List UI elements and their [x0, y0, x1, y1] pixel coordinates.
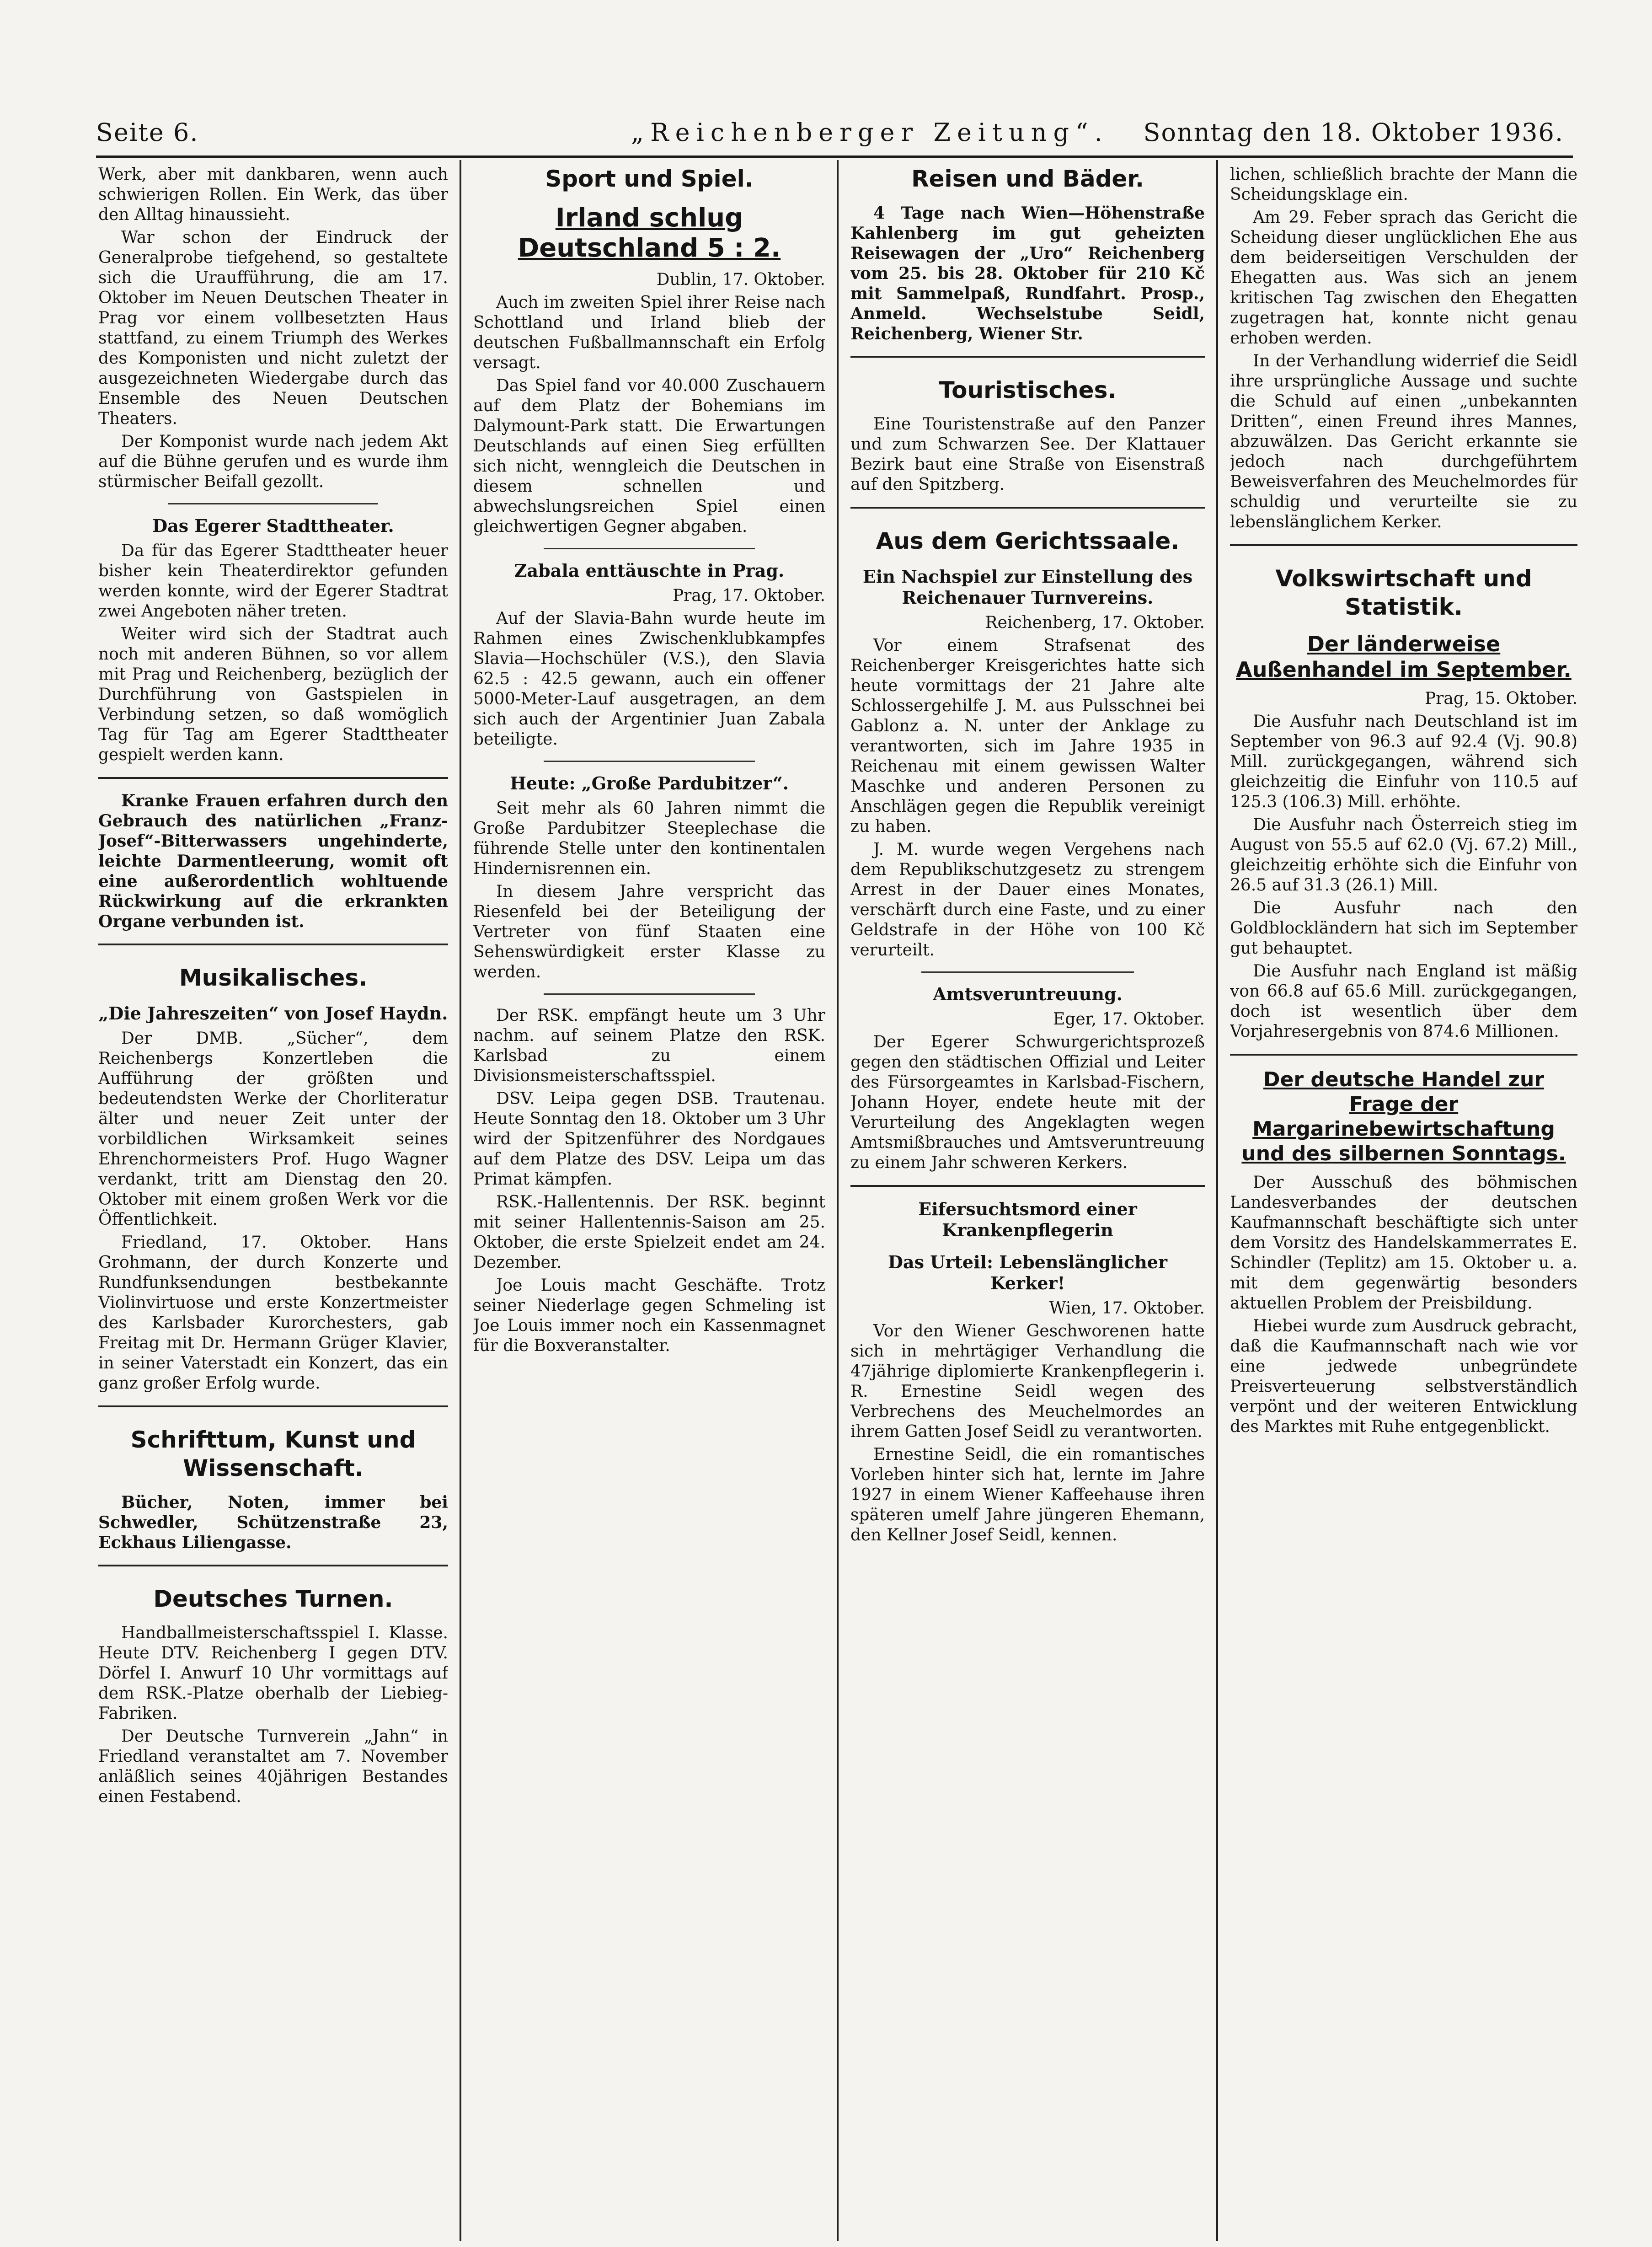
- article-heading: Eifersuchtsmord einer Krankenpflegerin: [918, 1199, 1137, 1240]
- article-text: Seit mehr als 60 Jahren nimmt die Große Pardubitzer Steeplechase die führende Stelle unter den kontinentalen Hindernisrennen ein.: [473, 799, 825, 878]
- section-heading: Musikalisches.: [179, 965, 368, 991]
- article-text: In diesem Jahre verspricht das Riesenfeld bei der Beteiligung der Vertreter von fünf Staaten eine Sehenswürdigkeit erster Klasse zu werden.: [473, 882, 825, 981]
- article-text: Weiter wird sich der Stadtrat auch noch mit anderen Bühnen, so vor allem mit Prag und Reichenberg, bezüglich der Durchführung von Gastspielen in Verbindung setzen, so daß womöglich Tag für Tag am Egerer Stadttheater gespielt werden kann.: [98, 625, 448, 764]
- separator: [921, 971, 1134, 973]
- article-text: Ernestine Seidl, die ein romantisches Vorleben hinter sich hat, lernte im Jahre 1927 in einem Wiener Kaffeehause ihren späteren umelf Jahre jüngeren Ehemann, den Kellner Josef Seidl, kennen.: [850, 1445, 1205, 1544]
- article-text: Werk, aber mit dankbaren, wenn auch schwierigen Rollen. Ein Werk, das über den Alltag hinaussieht.: [98, 165, 448, 224]
- article-text: War schon der Eindruck der Generalprobe tiefgehend, so gestaltete sich die Uraufführung, die am 17. Oktober im Neuen Deutschen Theater in Prag vor einem vollbesetzten Haus stattfand, zu einem Triumph des Werkes des Komponisten und nicht zuletzt der ausgezeichneten Wiedergabe durch das Ensemble des Neuen Deutschen Theaters.: [98, 228, 448, 428]
- article-text: In der Verhandlung widerrief die Seidl ihre ursprüngliche Aussage und suchte die Schuld auf einen „unbekannten Dritten“, einen Freund ihres Mannes, abzuwälzen. Das Gericht erkannte sie jedoch nach durchgeführtem Beweisverfahren des Meuchelmordes für schuldig und verurteilte sie zu lebenslänglichem Kerker.: [1230, 352, 1577, 531]
- article-heading: Ein Nachspiel zur Einstellung des Reichenauer Turnvereins.: [862, 566, 1193, 608]
- page-header: [82, 113, 1573, 155]
- separator: [850, 356, 1205, 358]
- column-3: [850, 165, 1205, 2241]
- dateline: Wien, 17. Oktober.: [1049, 1299, 1205, 1318]
- article-text: Eine Touristenstraße auf den Panzer und zum Schwarzen See. Der Klattauer Bezirk baut eine Straße von Eisenstraß auf den Spitzberg.: [850, 415, 1205, 494]
- advertisement: Kranke Frauen erfahren durch den Gebrauch des natürlichen „Franz-Josef“-Bitterwassers ungehinderte, leichte Darmentleerung, womit oft eine außerordentlich wohltuende Rückwirkung auf die erkrankten Organe verbunden ist.: [98, 791, 448, 931]
- article-heading: „Die Jahreszeiten“ von Josef Haydn.: [98, 1003, 448, 1024]
- page-number: Seite 6.: [96, 118, 199, 147]
- section-heading: Deutsches Turnen.: [153, 1586, 393, 1612]
- advertisement: 4 Tage nach Wien—Höhenstraße Kahlenberg im gut geheizten Reisewagen der „Uro“ Reichenberg vom 25. bis 28. Oktober für 210 Kč mit Sammelpaß, Rundfahrt. Prosp., Anmeld. Wechselstube Seidl, Reichenberg, Wiener Str.: [850, 204, 1205, 343]
- dateline: Reichenberg, 17. Oktober.: [985, 613, 1205, 632]
- article-text: Der Ausschuß des böhmischen Landesverbandes der deutschen Kaufmannschaft beschäftigte sich unter dem Vorsitz des Handelskammerrates E. Schindler (Teplitz) am 15. Oktober u. a. mit dem gegenwärtig besonders aktuellen Problem der Preisbildung.: [1230, 1173, 1577, 1313]
- separator: [98, 944, 448, 945]
- separator: [98, 1405, 448, 1407]
- section-heading: Reisen und Bäder.: [911, 166, 1144, 192]
- article-heading: Zabala enttäuschte in Prag.: [514, 560, 785, 581]
- article-heading: Amtsveruntreuung.: [933, 984, 1123, 1004]
- separator: [98, 1565, 448, 1566]
- column-1: [98, 165, 448, 2241]
- column-divider: [1216, 160, 1218, 2241]
- article-text: Auch im zweiten Spiel ihrer Reise nach Schottland und Irland blieb der deutschen Fußballmannschaft ein Erfolg versagt.: [473, 293, 825, 372]
- article-text: Die Ausfuhr nach den Goldblockländern hat sich im September gut behauptet.: [1230, 899, 1577, 958]
- column-divider: [837, 160, 839, 2241]
- article-text: Der DMB. „Sücher“, dem Reichenbergs Konzertleben die Aufführung der größten und bedeutendsten Werke der Chorliteratur älter und neuer Zeit unter der vorbildlichen Wirksamkeit seines Ehrenchormeisters Prof. Hugo Wagner verdankt, tritt am Dienstag den 20. Oktober mit einem großen Werk vor die Öffentlichkeit.: [98, 1029, 448, 1229]
- article-text: DSV. Leipa gegen DSB. Trautenau. Heute Sonntag den 18. Oktober um 3 Uhr wird der Spitzenführer des Nordgaues auf dem Platze des DSV. Leipa um das Primat kämpfen.: [473, 1089, 825, 1189]
- article-headline: Der deutsche Handel zur Frage der Margarinebewirtschaftung und des silbernen Sonntags.: [1241, 1068, 1566, 1165]
- dateline: Prag, 17. Oktober.: [672, 586, 825, 605]
- separator: [544, 548, 755, 549]
- article-text: Das Spiel fand vor 40.000 Zuschauern auf dem Platz der Bohemians im Dalymount-Park statt. Die Erwartungen Deutschlands auf einen Sieg erfüllten sich nicht, wenngleich die Deutschen in diesem schnellen und abwechslungsreichen Spiel einen gleichwertigen Gegner abgaben.: [473, 376, 825, 536]
- dateline: Dublin, 17. Oktober.: [656, 270, 825, 289]
- article-text: Da für das Egerer Stadttheater heuer bisher kein Theaterdirektor gefunden werden konnte, wird der Egerer Stadtrat zwei Angeboten näher treten.: [98, 542, 448, 621]
- section-heading: Aus dem Gerichtssaale.: [876, 528, 1180, 554]
- article-text: Der Komponist wurde nach jedem Akt auf die Bühne gerufen und es wurde ihm stürmischer Beifall gezollt.: [98, 432, 448, 491]
- article-text: Die Ausfuhr nach Österreich stieg im August von 55.5 auf 62.0 (Vj. 67.2) Mill., gleichzeitig erhöhte sich die Einfuhr von 26.5 auf 31.3 (26.1) Mill.: [1230, 815, 1577, 895]
- separator: [1230, 1054, 1577, 1056]
- article-text: J. M. wurde wegen Vergehens nach dem Republikschutzgesetz zu strengem Arrest in der Dauer eines Monates, verschärft durch eine Faste, und zu einer Geldstrafe in der Höhe von 100 Kč verurteilt.: [850, 840, 1205, 960]
- article-heading: Das Egerer Stadttheater.: [152, 515, 394, 536]
- article-text: Joe Louis macht Geschäfte. Trotz seiner Niederlage gegen Schmeling ist Joe Louis immer noch ein Kassenmagnet für die Boxveranstalter.: [473, 1276, 825, 1355]
- article-text: Vor einem Strafsenat des Reichenberger Kreisgerichtes hatte sich heute vormittags der 21 Jahre alte Schlossergehilfe J. M. aus Pulsschnei bei Gablonz a. N. unter der Anklage zu verantworten, sich im Jahre 1935 in Reichenau mit einem gewissen Walter Maschke und anderen Personen zu Anschlägen gegen die Republik vereinigt zu haben.: [850, 636, 1205, 836]
- column-divider: [460, 160, 461, 2241]
- article-text: Friedland, 17. Oktober. Hans Grohmann, der durch Konzerte und Rundfunksendungen bestbekannte Violinvirtuose und erste Konzertmeister des Karlsbader Kurorchesters, gab Freitag mit Dr. Hermann Grüger Klavier, in seiner Vaterstadt ein Konzert, das ein ganz großer Erfolg wurde.: [98, 1233, 448, 1393]
- article-text: lichen, schließlich brachte der Mann die Scheidungsklage ein.: [1230, 165, 1577, 204]
- article-heading: Heute: „Große Pardubitzer“.: [510, 773, 789, 794]
- advertisement: Bücher, Noten, immer bei Schwedler, Schützenstraße 23, Eckhaus Liliengasse.: [98, 1493, 448, 1552]
- header-rule: [96, 156, 1573, 158]
- column-2: [473, 165, 825, 2241]
- article-text: Der Egerer Schwurgerichtsprozeß gegen den städtischen Offizial und Leiter des Fürsorgeamtes in Karlsbad-Fischern, Johann Hoyer, endete heute mit der Verurteilung des Angeklagten wegen Amtsmißbrauches und Amtsveruntreuung zu einem Jahr schweren Kerkers.: [850, 1033, 1205, 1172]
- article-text: Hiebei wurde zum Ausdruck gebracht, daß die Kaufmannschaft nach wie vor eine jedwede unbegründete Preisverteuerung selbstverständlich verpönt und der weiteren Entwicklung des Marktes mit Ruhe entgegenblickt.: [1230, 1317, 1577, 1436]
- article-text: RSK.-Hallentennis. Der RSK. beginnt mit seiner Hallentennis-Saison am 25. Oktober, die erste Spielzeit endet am 24. Dezember.: [473, 1193, 825, 1272]
- section-heading: Volkswirtschaft und Statistik.: [1275, 565, 1532, 620]
- article-text: Handballmeisterschaftsspiel I. Klasse. Heute DTV. Reichenberg I gegen DTV. Dörfel I. Anwurf 10 Uhr vormittags auf dem RSK.-Platze oberhalb der Liebieg-Fabriken.: [98, 1624, 448, 1723]
- column-4: [1230, 165, 1577, 2241]
- article-headline: Der länderweise Außenhandel im September.: [1236, 632, 1572, 682]
- article-text: Die Ausfuhr nach Deutschland ist im September von 96.3 auf 92.4 (Vj. 90.8) Mill. zurückgegangen, während sich gleichzeitig die Einfuhr von 110.5 auf 125.3 (106.3) Mill. erhöhte.: [1230, 712, 1577, 811]
- section-heading: Sport und Spiel.: [545, 166, 754, 192]
- article-text: Der Deutsche Turnverein „Jahn“ in Friedland veranstaltet am 7. November anläßlich seines 40jährigen Bestandes einen Festabend.: [98, 1727, 448, 1806]
- separator: [850, 507, 1205, 509]
- separator: [544, 993, 755, 995]
- dateline: Eger, 17. Oktober.: [1053, 1010, 1205, 1029]
- article-text: Der RSK. empfängt heute um 3 Uhr nachm. auf seinem Platze den RSK. Karlsbad zu einem Divisionsmeisterschaftsspiel.: [473, 1006, 825, 1085]
- article-text: Am 29. Feber sprach das Gericht die Scheidung dieser unglücklichen Ehe aus dem beiderseitigen Verschulden der Ehegatten aus. Was sich an jenem kritischen Tag zwischen den Ehegatten zugetragen hat, konnte nicht genau erhoben werden.: [1230, 208, 1577, 348]
- issue-date: Sonntag den 18. Oktober 1936.: [1143, 118, 1564, 147]
- separator: [1230, 544, 1577, 546]
- article-text: Vor den Wiener Geschworenen hatte sich in mehrtägiger Verhandlung die 47jährige diplomierte Krankenpflegerin i. R. Ernestine Seidl wegen des Verbrechens des Meuchelmordes an ihrem Gatten Josef Seidl zu verantworten.: [850, 1322, 1205, 1441]
- article-text: Auf der Slavia-Bahn wurde heute im Rahmen eines Zwischenklubkampfes Slavia—Hochschüler (V.S.), den Slavia 62.5 : 42.5 gewann, auch ein offener 5000-Meter-Lauf ausgetragen, an dem sich auch der Argentinier Juan Zabala beteiligte.: [473, 609, 825, 749]
- separator: [98, 777, 448, 779]
- article-subheading: Das Urteil: Lebenslänglicher Kerker!: [888, 1252, 1167, 1293]
- separator: [168, 503, 378, 504]
- separator: [850, 1185, 1205, 1187]
- article-headline: Irland schlug Deutschland 5 : 2.: [518, 203, 781, 263]
- dateline: Prag, 15. Oktober.: [1424, 689, 1577, 708]
- separator: [544, 761, 755, 762]
- article-text: Die Ausfuhr nach England ist mäßig von 66.8 auf 65.6 Mill. zurückgegangen, doch ist wesentlich über dem Vorjahresergebnis von 874.6 Millionen.: [1230, 962, 1577, 1041]
- section-heading: Schrifttum, Kunst und Wissenschaft.: [130, 1426, 416, 1481]
- section-heading: Touristisches.: [939, 377, 1117, 403]
- masthead-title: „Reichenberger Zeitung“.: [631, 118, 1109, 147]
